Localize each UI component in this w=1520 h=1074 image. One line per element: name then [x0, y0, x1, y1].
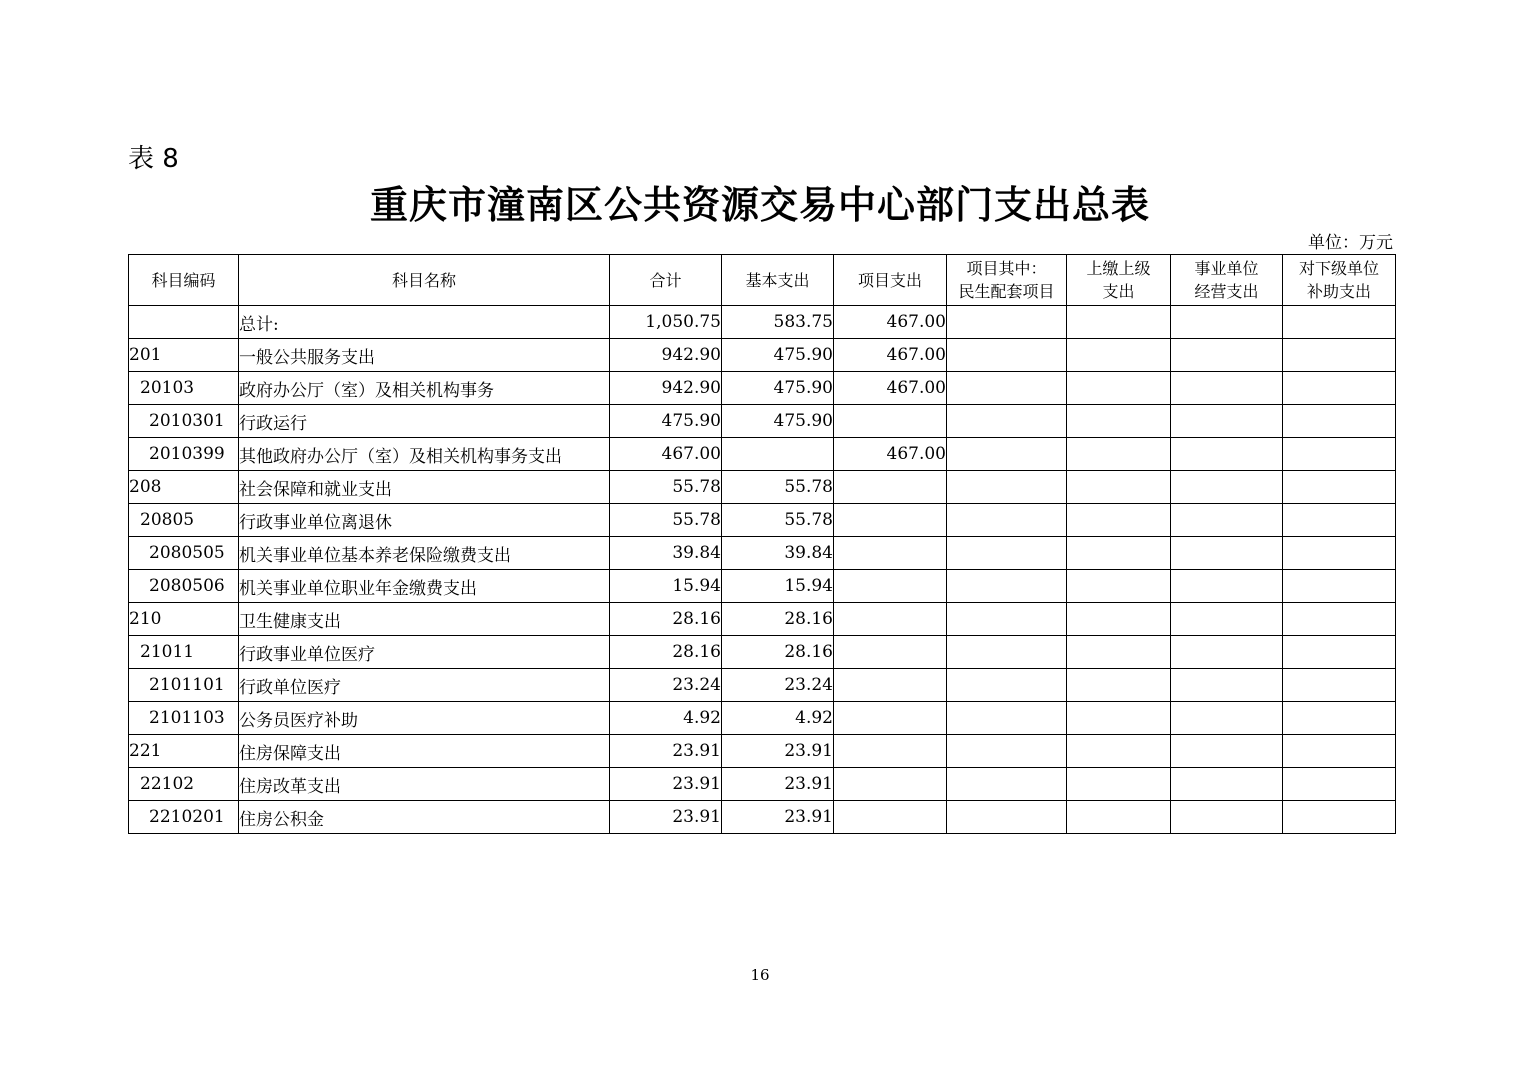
cell-name: 社会保障和就业支出 — [239, 471, 610, 504]
table-row — [129, 702, 1396, 735]
unit-label: 单位：万元 — [1308, 233, 1393, 253]
header-upper-line1: 上缴上级 — [1086, 259, 1151, 278]
cell-business — [1171, 438, 1283, 471]
cell-total: 23.91 — [610, 801, 722, 834]
cell-total: 942.90 — [610, 339, 722, 372]
table-row — [129, 636, 1396, 669]
cell-business — [1171, 570, 1283, 603]
table-row — [129, 372, 1396, 405]
cell-upper — [1067, 768, 1171, 801]
cell-subsidy — [1283, 603, 1396, 636]
cell-basic: 583.75 — [722, 306, 834, 339]
header-subsidy — [1283, 255, 1396, 306]
cell-total: 23.91 — [610, 735, 722, 768]
cell-upper — [1067, 372, 1171, 405]
table-row — [129, 537, 1396, 570]
cell-name: 政府办公厅（室）及相关机构事务 — [239, 372, 610, 405]
cell-project — [834, 471, 947, 504]
header-business-line1: 事业单位 — [1194, 259, 1259, 278]
cell-basic: 23.91 — [722, 735, 834, 768]
cell-business — [1171, 471, 1283, 504]
document-title: 重庆市潼南区公共资源交易中心部门支出总表 — [369, 182, 1150, 227]
cell-basic: 475.90 — [722, 372, 834, 405]
cell-business — [1171, 537, 1283, 570]
cell-name: 行政运行 — [239, 405, 610, 438]
cell-total: 55.78 — [610, 504, 722, 537]
cell-livelihood — [947, 702, 1067, 735]
cell-livelihood — [947, 372, 1067, 405]
cell-business — [1171, 372, 1283, 405]
expenditure-table — [128, 254, 1396, 834]
cell-total: 28.16 — [610, 603, 722, 636]
cell-livelihood — [947, 768, 1067, 801]
table-row — [129, 570, 1396, 603]
cell-name: 其他政府办公厅（室）及相关机构事务支出 — [239, 438, 610, 471]
cell-code — [129, 306, 239, 339]
cell-livelihood — [947, 801, 1067, 834]
cell-code: 20805 — [129, 504, 239, 537]
table-row — [129, 471, 1396, 504]
cell-name: 住房改革支出 — [239, 768, 610, 801]
cell-total: 39.84 — [610, 537, 722, 570]
cell-code: 2010301 — [129, 405, 239, 438]
cell-project — [834, 636, 947, 669]
header-business — [1171, 255, 1283, 306]
cell-subsidy — [1283, 504, 1396, 537]
table-row — [129, 339, 1396, 372]
cell-subsidy — [1283, 702, 1396, 735]
header-basic: 基本支出 — [722, 255, 834, 306]
cell-business — [1171, 801, 1283, 834]
header-row — [129, 255, 1396, 306]
cell-business — [1171, 405, 1283, 438]
cell-basic: 55.78 — [722, 504, 834, 537]
cell-basic: 28.16 — [722, 636, 834, 669]
cell-total: 15.94 — [610, 570, 722, 603]
cell-livelihood — [947, 603, 1067, 636]
cell-livelihood — [947, 570, 1067, 603]
cell-upper — [1067, 570, 1171, 603]
cell-subsidy — [1283, 438, 1396, 471]
cell-upper — [1067, 735, 1171, 768]
header-code: 科目编码 — [129, 255, 239, 306]
cell-business — [1171, 702, 1283, 735]
cell-livelihood — [947, 537, 1067, 570]
header-business-line2: 经营支出 — [1194, 282, 1259, 301]
cell-project: 467.00 — [834, 339, 947, 372]
cell-code: 2080505 — [129, 537, 239, 570]
cell-subsidy — [1283, 669, 1396, 702]
cell-total: 467.00 — [610, 438, 722, 471]
cell-upper — [1067, 405, 1171, 438]
page-number: 16 — [750, 966, 770, 984]
cell-livelihood — [947, 438, 1067, 471]
cell-livelihood — [947, 471, 1067, 504]
cell-name: 行政事业单位离退休 — [239, 504, 610, 537]
cell-total: 4.92 — [610, 702, 722, 735]
cell-business — [1171, 339, 1283, 372]
cell-project: 467.00 — [834, 306, 947, 339]
cell-subsidy — [1283, 768, 1396, 801]
table-row — [129, 669, 1396, 702]
cell-code: 2080506 — [129, 570, 239, 603]
cell-business — [1171, 768, 1283, 801]
header-livelihood — [947, 255, 1067, 306]
cell-project: 467.00 — [834, 438, 947, 471]
table-row — [129, 735, 1396, 768]
cell-basic: 23.91 — [722, 768, 834, 801]
header-livelihood-line2: 民生配套项目 — [958, 282, 1055, 301]
cell-business — [1171, 603, 1283, 636]
header-subsidy-line1: 对下级单位 — [1298, 259, 1379, 278]
cell-name: 行政单位医疗 — [239, 669, 610, 702]
cell-subsidy — [1283, 372, 1396, 405]
table-row — [129, 603, 1396, 636]
cell-upper — [1067, 801, 1171, 834]
cell-livelihood — [947, 735, 1067, 768]
cell-upper — [1067, 438, 1171, 471]
cell-upper — [1067, 504, 1171, 537]
cell-total: 23.91 — [610, 768, 722, 801]
cell-project — [834, 801, 947, 834]
cell-total: 475.90 — [610, 405, 722, 438]
cell-upper — [1067, 537, 1171, 570]
cell-upper — [1067, 702, 1171, 735]
cell-subsidy — [1283, 537, 1396, 570]
cell-basic: 4.92 — [722, 702, 834, 735]
cell-upper — [1067, 636, 1171, 669]
cell-upper — [1067, 339, 1171, 372]
cell-subsidy — [1283, 801, 1396, 834]
cell-project — [834, 405, 947, 438]
header-subsidy-line2: 补助支出 — [1306, 282, 1371, 301]
header-upper-line2: 支出 — [1102, 282, 1135, 301]
cell-project — [834, 702, 947, 735]
cell-upper — [1067, 471, 1171, 504]
cell-project — [834, 504, 947, 537]
cell-code: 2101101 — [129, 669, 239, 702]
cell-business — [1171, 636, 1283, 669]
header-livelihood-line1: 项目其中： — [966, 259, 1047, 278]
cell-subsidy — [1283, 306, 1396, 339]
cell-basic: 28.16 — [722, 603, 834, 636]
cell-livelihood — [947, 339, 1067, 372]
cell-basic: 23.24 — [722, 669, 834, 702]
cell-name: 住房公积金 — [239, 801, 610, 834]
cell-name: 机关事业单位职业年金缴费支出 — [239, 570, 610, 603]
cell-project — [834, 669, 947, 702]
cell-code: 2210201 — [129, 801, 239, 834]
cell-livelihood — [947, 636, 1067, 669]
cell-code: 201 — [129, 339, 239, 372]
cell-basic: 39.84 — [722, 537, 834, 570]
cell-livelihood — [947, 669, 1067, 702]
cell-subsidy — [1283, 339, 1396, 372]
cell-upper — [1067, 669, 1171, 702]
table-row — [129, 801, 1396, 834]
cell-name: 住房保障支出 — [239, 735, 610, 768]
cell-basic: 475.90 — [722, 339, 834, 372]
cell-code: 22102 — [129, 768, 239, 801]
cell-code: 2101103 — [129, 702, 239, 735]
cell-livelihood — [947, 504, 1067, 537]
cell-business — [1171, 306, 1283, 339]
cell-total: 942.90 — [610, 372, 722, 405]
cell-total: 28.16 — [610, 636, 722, 669]
table-row — [129, 768, 1396, 801]
table-row — [129, 438, 1396, 471]
cell-basic: 55.78 — [722, 471, 834, 504]
cell-upper — [1067, 306, 1171, 339]
cell-project — [834, 603, 947, 636]
cell-code: 208 — [129, 471, 239, 504]
table-row — [129, 405, 1396, 438]
cell-subsidy — [1283, 471, 1396, 504]
cell-basic: 475.90 — [722, 405, 834, 438]
cell-project: 467.00 — [834, 372, 947, 405]
cell-code: 2010399 — [129, 438, 239, 471]
table-label: 表 8 — [128, 144, 179, 174]
cell-project — [834, 735, 947, 768]
table-row — [129, 306, 1396, 339]
cell-name: 总计: — [239, 306, 610, 339]
header-total: 合计 — [610, 255, 722, 306]
cell-basic: 23.91 — [722, 801, 834, 834]
cell-subsidy — [1283, 636, 1396, 669]
cell-project — [834, 570, 947, 603]
cell-business — [1171, 735, 1283, 768]
cell-code: 20103 — [129, 372, 239, 405]
cell-total: 1,050.75 — [610, 306, 722, 339]
header-project: 项目支出 — [834, 255, 947, 306]
cell-total: 23.24 — [610, 669, 722, 702]
cell-name: 一般公共服务支出 — [239, 339, 610, 372]
cell-code: 210 — [129, 603, 239, 636]
cell-livelihood — [947, 306, 1067, 339]
cell-subsidy — [1283, 405, 1396, 438]
cell-livelihood — [947, 405, 1067, 438]
cell-name: 公务员医疗补助 — [239, 702, 610, 735]
cell-subsidy — [1283, 570, 1396, 603]
cell-project — [834, 537, 947, 570]
cell-code: 21011 — [129, 636, 239, 669]
cell-subsidy — [1283, 735, 1396, 768]
cell-name: 卫生健康支出 — [239, 603, 610, 636]
cell-project — [834, 768, 947, 801]
cell-basic: 15.94 — [722, 570, 834, 603]
cell-basic — [722, 438, 834, 471]
header-upper — [1067, 255, 1171, 306]
table-row — [129, 504, 1396, 537]
cell-name: 行政事业单位医疗 — [239, 636, 610, 669]
cell-total: 55.78 — [610, 471, 722, 504]
header-name: 科目名称 — [239, 255, 610, 306]
cell-code: 221 — [129, 735, 239, 768]
cell-business — [1171, 504, 1283, 537]
cell-name: 机关事业单位基本养老保险缴费支出 — [239, 537, 610, 570]
cell-business — [1171, 669, 1283, 702]
cell-upper — [1067, 603, 1171, 636]
